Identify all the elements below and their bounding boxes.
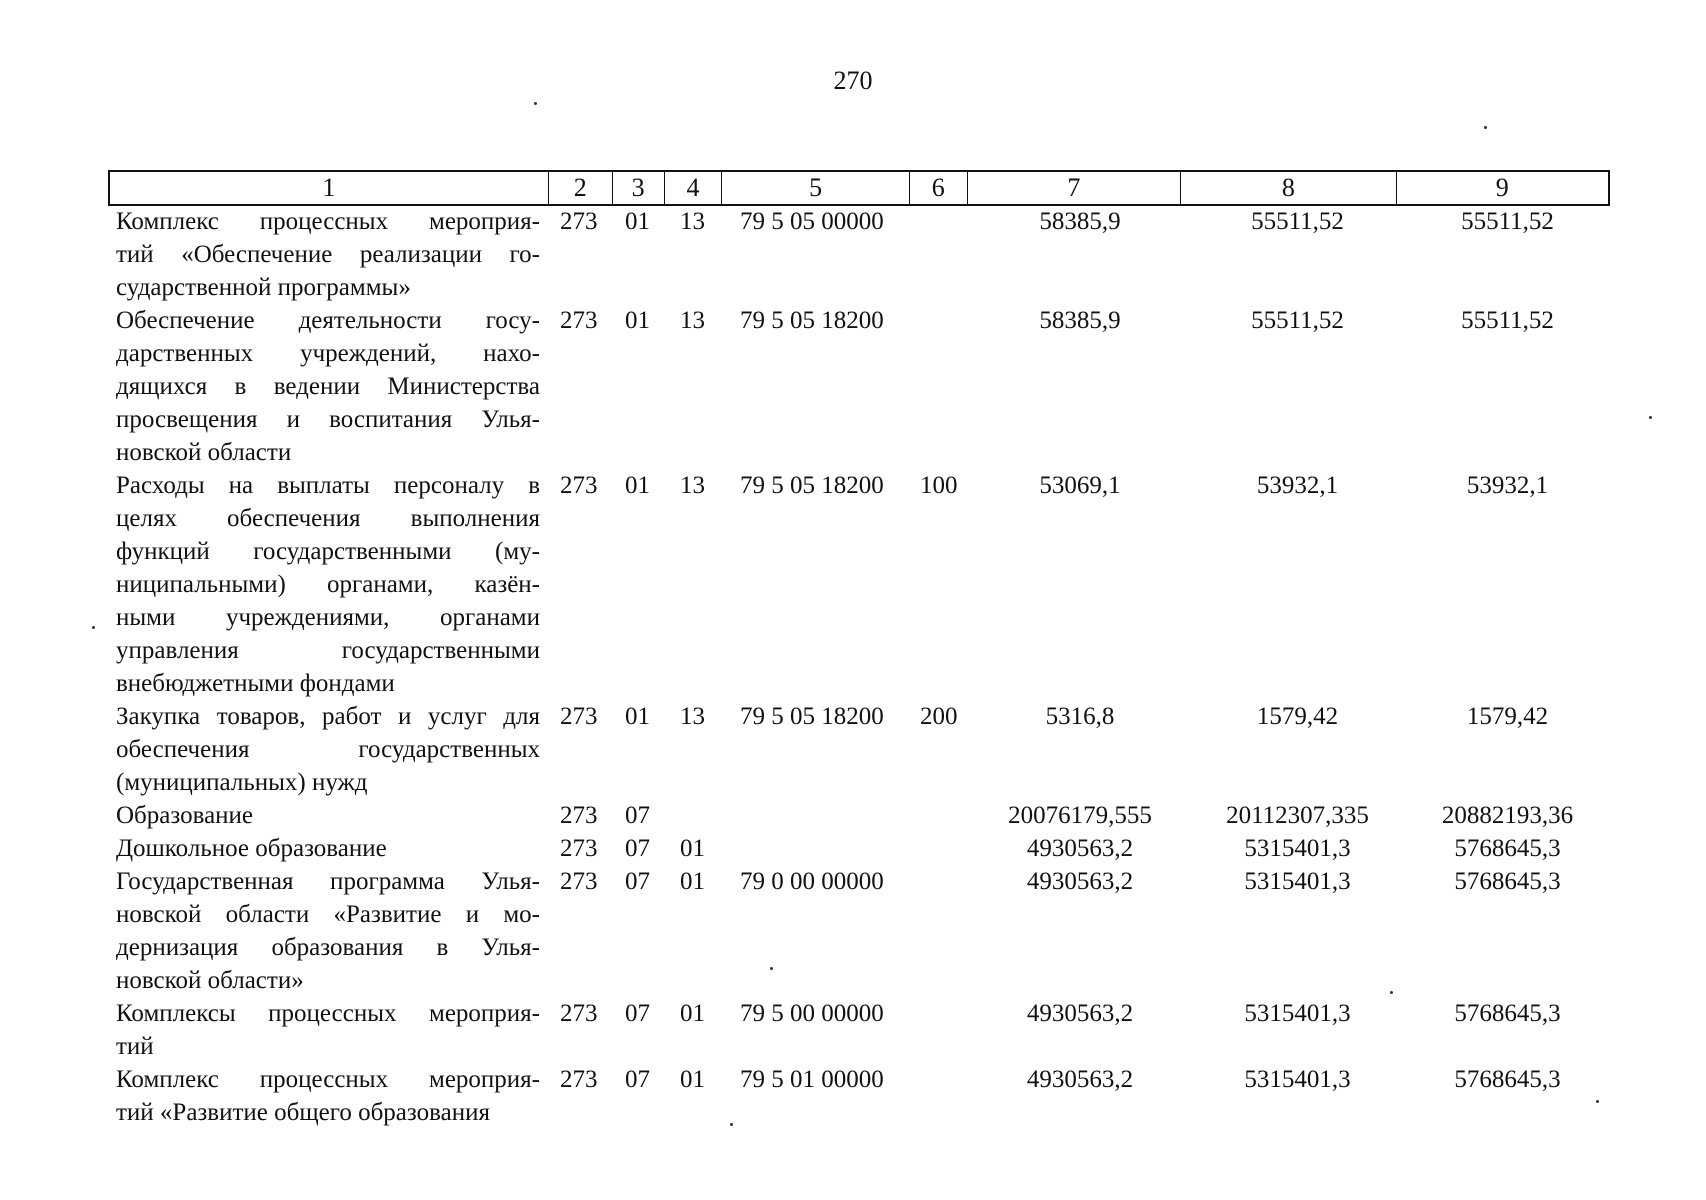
cell-col-2: 273: [560, 472, 598, 499]
cell-col-2: 273: [560, 307, 598, 334]
cell-col-9: 55511,52: [1461, 208, 1554, 235]
cell-col-9: 5768645,3: [1454, 1000, 1561, 1027]
row-name-line: Комплексы процессных мероприя-: [116, 1000, 540, 1027]
row-name-line: (муниципальных) нужд: [116, 769, 368, 796]
cell-col-8: 5315401,3: [1244, 1000, 1351, 1027]
cell-col-8: 20112307,335: [1226, 802, 1369, 829]
cell-col-8: 53932,1: [1256, 472, 1339, 499]
row-name-line: Расходы на выплаты персоналу в: [116, 472, 540, 499]
header-col-9: 9: [1495, 173, 1509, 202]
table-row: [0, 205, 1706, 304]
row-name: [116, 469, 540, 700]
cell-col-4: 01: [680, 1000, 705, 1027]
header-col-8: 8: [1181, 172, 1396, 204]
row-name-line: новской области: [116, 439, 292, 466]
cell-col-4: 01: [680, 868, 705, 895]
row-name: [116, 832, 540, 865]
table-row: [0, 700, 1706, 799]
cell-col-3: 07: [625, 1000, 650, 1027]
row-name-line: обеспечения государственных: [116, 736, 540, 763]
header-col-2: 2: [549, 172, 613, 204]
cell-col-2: 273: [560, 835, 598, 862]
row-name-line: Закупка товаров, работ и услуг для: [116, 703, 540, 730]
header-col-5: 5: [722, 172, 910, 204]
row-name-line: целях обеспечения выполнения: [116, 505, 540, 532]
scan-speck: [1390, 991, 1393, 994]
row-name: [116, 700, 540, 799]
row-name-line: ниципальными) органами, казён-: [116, 571, 540, 598]
cell-col-5: 79 5 05 18200: [740, 307, 884, 334]
cell-col-2: 273: [560, 1066, 598, 1093]
table-row: [0, 997, 1706, 1063]
cell-col-4: 01: [680, 1066, 705, 1093]
cell-col-7: 4930563,2: [1026, 835, 1134, 862]
table-row: [0, 865, 1706, 997]
cell-col-3: 01: [625, 472, 650, 499]
cell-col-2: 273: [560, 1000, 598, 1027]
cell-col-7: 58385,9: [1039, 208, 1121, 235]
cell-col-5: 79 0 00 00000: [740, 868, 884, 895]
cell-col-5: 79 5 05 18200: [740, 472, 884, 499]
cell-col-8: 5315401,3: [1244, 835, 1351, 862]
cell-col-9: 5768645,3: [1454, 868, 1561, 895]
cell-col-4: 13: [680, 703, 705, 730]
table-row: [0, 799, 1706, 832]
cell-col-9: 1579,42: [1466, 703, 1549, 730]
scan-speck: [534, 102, 537, 105]
cell-col-7: 4930563,2: [1026, 1000, 1134, 1027]
row-name: [116, 997, 540, 1063]
row-name-line: управления государственными: [116, 637, 540, 664]
cell-col-3: 07: [625, 835, 650, 862]
row-name-line: дернизация образования в Улья-: [116, 934, 540, 961]
scan-speck: [1596, 1100, 1599, 1103]
row-name-line: Комплекс процессных мероприя-: [116, 1066, 540, 1093]
cell-col-4: 13: [680, 307, 705, 334]
row-name-line: Дошкольное образование: [116, 835, 387, 862]
header-col-4: 4: [665, 172, 723, 204]
row-name: [116, 205, 540, 304]
row-name-line: Образование: [116, 802, 254, 829]
cell-col-5: 79 5 00 00000: [740, 1000, 884, 1027]
cell-col-3: 07: [625, 868, 650, 895]
row-name: [116, 865, 540, 997]
cell-col-6: 100: [920, 472, 958, 499]
row-name-line: Комплекс процессных мероприя-: [116, 208, 540, 235]
cell-col-4: 13: [680, 472, 705, 499]
row-name-line: ными учреждениями, органами: [116, 604, 540, 631]
cell-col-8: 5315401,3: [1244, 1066, 1351, 1093]
cell-col-9: 55511,52: [1461, 307, 1554, 334]
row-name-line: тий «Обеспечение реализации го-: [116, 241, 540, 268]
cell-col-2: 273: [560, 208, 598, 235]
header-col-7: 7: [968, 172, 1181, 204]
cell-col-3: 07: [625, 1066, 650, 1093]
table-row: [0, 1063, 1706, 1129]
cell-col-7: 53069,1: [1039, 472, 1121, 499]
header-col-6: 6: [910, 172, 968, 204]
cell-col-7: 58385,9: [1039, 307, 1121, 334]
row-name-line: внебюджетными фондами: [116, 670, 395, 697]
table-row: [0, 469, 1706, 700]
row-name: [116, 799, 540, 832]
cell-col-2: 273: [560, 703, 598, 730]
table-row: [0, 832, 1706, 865]
scan-speck: [92, 626, 95, 629]
row-name-line: новской области «Развитие и мо-: [116, 901, 540, 928]
scan-speck: [770, 967, 773, 970]
cell-col-3: 01: [625, 703, 650, 730]
row-name-line: Государственная программа Улья-: [116, 868, 540, 895]
row-name-line: сударственной программы»: [116, 274, 411, 301]
cell-col-5: 79 5 01 00000: [740, 1066, 884, 1093]
cell-col-5: 79 5 05 00000: [740, 208, 884, 235]
scan-speck: [1649, 416, 1652, 419]
row-name-line: функций государственными (му-: [116, 538, 540, 565]
cell-col-3: 01: [625, 208, 650, 235]
cell-col-8: 1579,42: [1256, 703, 1339, 730]
cell-col-7: 20076179,555: [1008, 802, 1152, 829]
cell-col-6: 200: [920, 703, 958, 730]
table-header: [108, 170, 1610, 206]
header-col-3: 3: [613, 172, 665, 204]
header-col-1: 1: [110, 172, 549, 204]
scan-speck: [1484, 126, 1487, 129]
row-name-line: тий «Развитие общего образования: [116, 1099, 490, 1126]
cell-col-4: 13: [680, 208, 705, 235]
cell-col-5: 79 5 05 18200: [740, 703, 884, 730]
cell-col-8: 55511,52: [1251, 307, 1344, 334]
cell-col-2: 273: [560, 868, 598, 895]
cell-col-9: 5768645,3: [1454, 835, 1561, 862]
cell-col-3: 01: [625, 307, 650, 334]
cell-col-9: 20882193,36: [1441, 802, 1574, 829]
table-row: [0, 304, 1706, 469]
row-name-line: новской области»: [116, 967, 304, 994]
cell-col-7: 4930563,2: [1026, 868, 1134, 895]
cell-col-2: 273: [560, 802, 598, 829]
row-name-line: Обеспечение деятельности госу-: [116, 307, 540, 334]
cell-col-3: 07: [625, 802, 650, 829]
cell-col-7: 5316,8: [1045, 703, 1115, 730]
cell-col-8: 55511,52: [1251, 208, 1344, 235]
cell-col-4: 01: [680, 835, 705, 862]
cell-col-7: 4930563,2: [1026, 1066, 1134, 1093]
row-name-line: дарственных учреждений, нахо-: [116, 340, 540, 367]
row-name-line: тий: [116, 1033, 154, 1060]
row-name: [116, 304, 540, 469]
row-name: [116, 1063, 540, 1129]
page-number: 270: [833, 66, 873, 95]
table-body: [0, 205, 1706, 1129]
cell-col-8: 5315401,3: [1244, 868, 1351, 895]
row-name-line: дящихся в ведении Министерства: [116, 373, 540, 400]
cell-col-9: 5768645,3: [1454, 1066, 1561, 1093]
row-name-line: просвещения и воспитания Улья-: [116, 406, 540, 433]
cell-col-9: 53932,1: [1466, 472, 1549, 499]
scan-speck: [730, 1123, 733, 1126]
